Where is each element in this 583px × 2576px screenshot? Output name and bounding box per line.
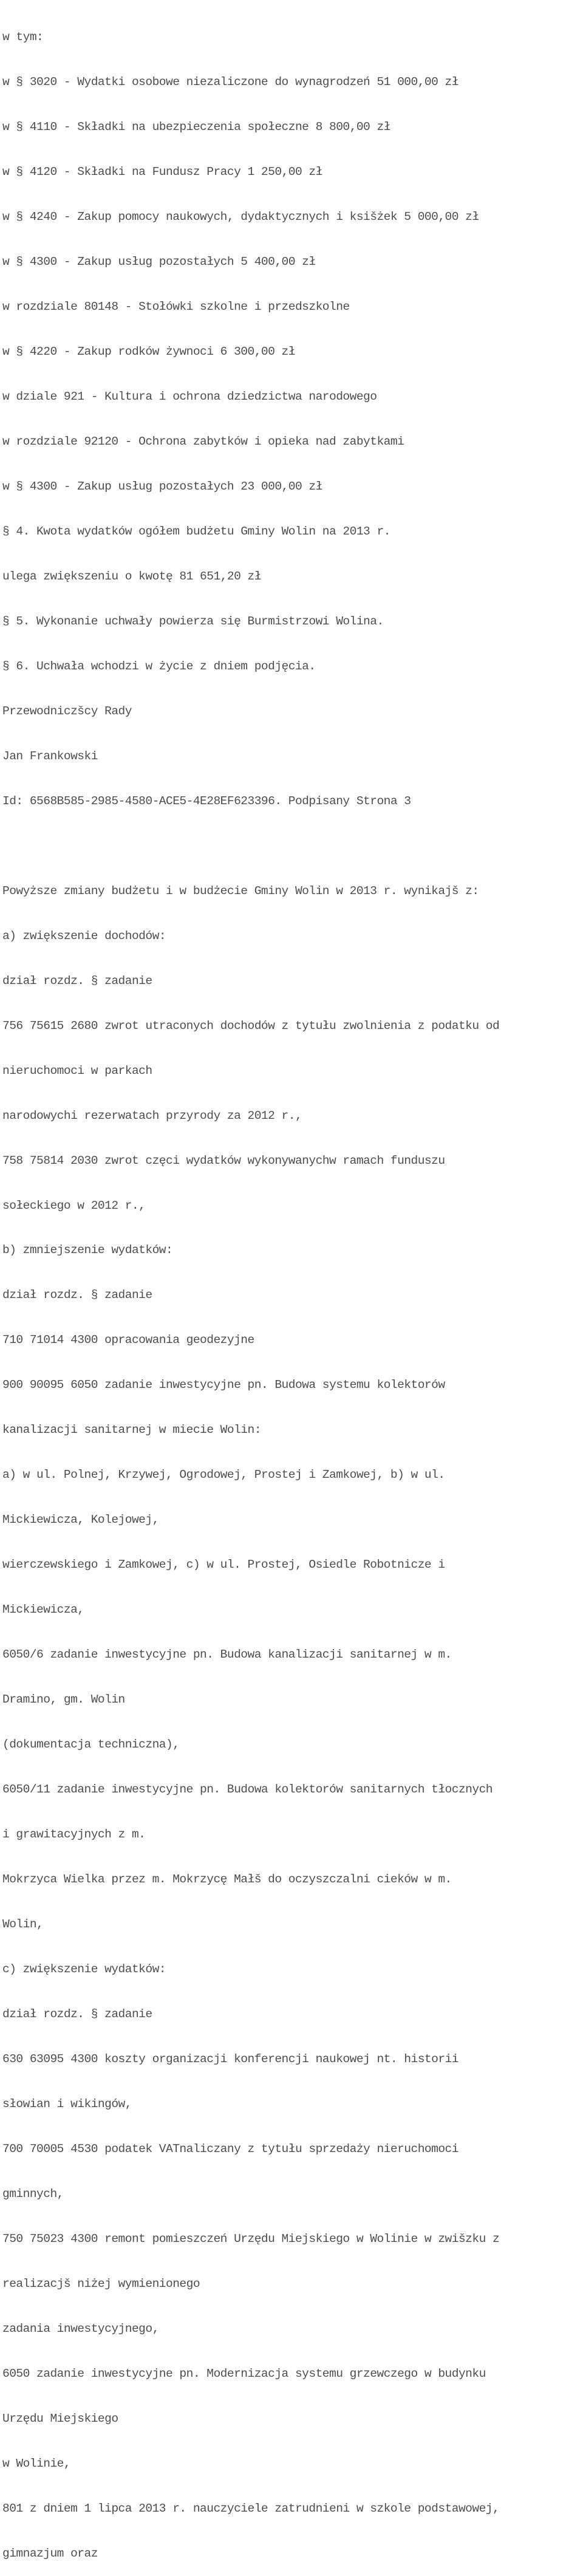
text-line: w dziale 921 - Kultura i ochrona dziedzictwa narodowego: [2, 390, 377, 404]
text-line: ulega zwiększeniu o kwotę 81 651,20 zł: [2, 569, 261, 583]
signatory-title: Przewodniczšcy Rady: [2, 704, 132, 718]
text-line: w tym:: [2, 30, 44, 44]
text-line: realizacjš niżej wymienionego: [2, 2277, 200, 2291]
text-line: 710 71014 4300 opracowania geodezyjne: [2, 1333, 254, 1347]
text-line: 750 75023 4300 remont pomieszczeń Urzędu Miejskiego w Wolinie w zwišzku z: [2, 2232, 500, 2246]
text-line: Wolin,: [2, 1918, 44, 1931]
text-line: w § 4120 - Składki na Fundusz Pracy 1 250,00 zł: [2, 165, 322, 179]
text-line: Urzędu Miejskiego: [2, 2411, 118, 2425]
text-line: w § 4110 - Składki na ubezpieczenia społeczne 8 800,00 zł: [2, 120, 390, 134]
text-line: 6050 zadanie inwestycyjne pn. Modernizacja systemu grzewczego w budynku: [2, 2366, 486, 2380]
table-header: dział rozdz. § zadanie: [2, 2007, 152, 2021]
text-line: sołeckiego w 2012 r.,: [2, 1198, 146, 1212]
text-line: Dramino, gm. Wolin: [2, 1693, 125, 1707]
text-line: Mokrzyca Wielka przez m. Mokrzycę Małš do oczyszczalni cieków w m.: [2, 1873, 452, 1887]
text-line: zadania inwestycyjnego,: [2, 2321, 159, 2335]
text-line: 900 90095 6050 zadanie inwestycyjne pn. Budowa systemu kolektorów: [2, 1378, 445, 1392]
text-line: w rozdziale 92120 - Ochrona zabytków i opieka nad zabytkami: [2, 435, 404, 449]
text-line: § 5. Wykonanie uchwały powierza się Burmistrzowi Wolina.: [2, 614, 384, 628]
text-line: w § 4300 - Zakup usług pozostałych 23 000,00 zł: [2, 480, 322, 493]
text-line: kanalizacji sanitarnej w miecie Wolin:: [2, 1423, 261, 1437]
text-line: w § 3020 - Wydatki osobowe niezaliczone do wynagrodzeń 51 000,00 zł: [2, 75, 459, 89]
text-line: w § 4220 - Zakup rodków żywnoci 6 300,00 zł: [2, 345, 295, 359]
text-line: Mickiewicza, Kolejowej,: [2, 1513, 159, 1527]
text-line: w Wolinie,: [2, 2456, 71, 2470]
text-line: 756 75615 2680 zwrot utraconych dochodów z tytułu zwolnienia z podatku od: [2, 1019, 500, 1033]
text-line: gminnych,: [2, 2187, 64, 2201]
text-line: 758 75814 2030 zwrot częci wydatków wykonywanychw ramach funduszu: [2, 1153, 445, 1167]
text-line: w § 4300 - Zakup usług pozostałych 5 400,00 zł: [2, 255, 316, 269]
text-line: Mickiewicza,: [2, 1603, 84, 1617]
text-line: a) w ul. Polnej, Krzywej, Ogrodowej, Prostej i Zamkowej, b) w ul.: [2, 1468, 445, 1482]
text-line: w § 4240 - Zakup pomocy naukowych, dydaktycznych i ksišżek 5 000,00 zł: [2, 210, 479, 224]
table-header: dział rozdz. § zadanie: [2, 974, 152, 988]
document-id-footer: Id: 6568B585-2985-4580-ACE5-4E28EF623396. Podpisany Strona 3: [2, 794, 411, 808]
text-line: 630 63095 4300 koszty organizacji konferencji naukowej nt. historii: [2, 2052, 459, 2066]
text-line: słowian i wikingów,: [2, 2097, 132, 2111]
text-line: gimnazjum oraz: [2, 2546, 98, 2560]
section-heading: c) zwiększenie wydatków:: [2, 1962, 166, 1976]
signatory-name: Jan Frankowski: [2, 749, 98, 763]
table-header: dział rozdz. § zadanie: [2, 1288, 152, 1302]
text-line: 700 70005 4530 podatek VATnaliczany z tytułu sprzedaży nieruchomoci: [2, 2142, 459, 2156]
text-line: § 4. Kwota wydatków ogółem budżetu Gminy Wolin na 2013 r.: [2, 524, 390, 538]
text-line: narodowychi rezerwatach przyrody za 2012 r.,: [2, 1109, 302, 1122]
text-line: nieruchomoci w parkach: [2, 1064, 152, 1078]
text-line: § 6. Uchwała wchodzi w życie z dniem podjęcia.: [2, 659, 316, 673]
text-line: w rozdziale 80148 - Stołówki szkolne i przedszkolne: [2, 300, 350, 314]
text-line: 6050/6 zadanie inwestycyjne pn. Budowa kanalizacji sanitarnej w m.: [2, 1648, 452, 1662]
section-heading: a) zwiększenie dochodów:: [2, 929, 166, 943]
text-line: (dokumentacja techniczna),: [2, 1738, 180, 1752]
text-line: wierczewskiego i Zamkowej, c) w ul. Prostej, Osiedle Robotnicze i: [2, 1558, 445, 1572]
blank-line: [2, 839, 583, 854]
section-heading: b) zmniejszenie wydatków:: [2, 1243, 173, 1257]
text-line: Powyższe zmiany budżetu i w budżecie Gminy Wolin w 2013 r. wynikajš z:: [2, 884, 479, 898]
text-line: 801 z dniem 1 lipca 2013 r. nauczyciele zatrudnieni w szkole podstawowej,: [2, 2501, 500, 2515]
text-line: 6050/11 zadanie inwestycyjne pn. Budowa kolektorów sanitarnych tłocznych: [2, 1783, 493, 1797]
text-line: i grawitacyjnych z m.: [2, 1828, 146, 1842]
